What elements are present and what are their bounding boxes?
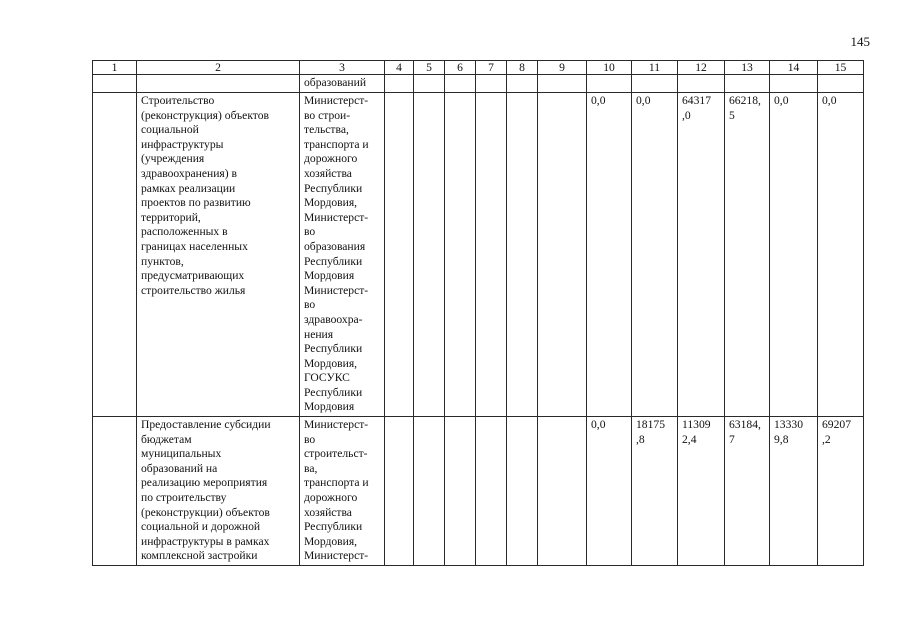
value-cell-col10: 0,0 [587,93,632,417]
value-cell-col14: 13330 9,8 [770,417,818,566]
cell-empty [678,75,725,93]
cell-empty [445,93,476,417]
cell-empty [770,75,818,93]
cell-empty [507,417,538,566]
column-header: 2 [137,61,300,75]
cell-empty [587,75,632,93]
column-header: 13 [725,61,770,75]
value-cell-col13: 66218, 5 [725,93,770,417]
cell-empty [137,75,300,93]
column-header: 14 [770,61,818,75]
cell-empty [507,93,538,417]
column-header: 8 [507,61,538,75]
budget-table [92,60,864,566]
value-cell-col13: 63184, 7 [725,417,770,566]
value-cell-col14: 0,0 [770,93,818,417]
column-header: 1 [93,61,137,75]
column-header: 6 [445,61,476,75]
table-row [93,93,864,417]
cell-empty [445,75,476,93]
value-cell-col10: 0,0 [587,417,632,566]
cell-empty [538,417,587,566]
cell-empty [725,75,770,93]
value-cell-col11: 0,0 [632,93,678,417]
continuation-row [93,75,864,93]
value-cell-col15: 69207 ,2 [818,417,864,566]
cell-empty [93,93,137,417]
cell-empty [538,93,587,417]
description-cell: Строительство (реконструкция) объектов социальной инфраструктуры (учреждения здравоохранения) в рамках реализации проектов по развитию территорий, расположенных в границах населенных пунктов, предусматривающих строительство жилья [137,93,300,417]
description-cell: Предоставление субсидии бюджетам муниципальных образований на реализацию мероприятия по строительству (реконструкции) объектов социальной и дорожной инфраструктуры в рамках комплексной застройки [137,417,300,566]
value-cell-col15: 0,0 [818,93,864,417]
cell-empty [414,75,445,93]
cell-empty [385,93,414,417]
column-header: 5 [414,61,445,75]
column-header: 7 [476,61,507,75]
cell-empty [93,75,137,93]
column-header: 11 [632,61,678,75]
cell-empty [445,417,476,566]
value-cell-col12: 64317 ,0 [678,93,725,417]
responsible-cell: Министерст- во строи- тельства, транспорта и дорожного хозяйства Республики Мордовия, Министерст- во образования Республики Мордовия Министерст- во здравоохра- нения Республики Мордовия, ГОСУКС Республики Мордовия [300,93,385,417]
cell-empty [818,75,864,93]
responsible-cell: образований [300,75,385,93]
column-header: 4 [385,61,414,75]
cell-empty [476,75,507,93]
cell-empty [476,417,507,566]
cell-empty [632,75,678,93]
value-cell-col12: 11309 2,4 [678,417,725,566]
page-number: 145 [850,34,870,49]
column-header: 15 [818,61,864,75]
cell-empty [507,75,538,93]
column-header: 9 [538,61,587,75]
column-header: 10 [587,61,632,75]
responsible-cell: Министерст- во строительст- ва, транспорта и дорожного хозяйства Республики Мордовия, Министерст- [300,417,385,566]
header-row [93,61,864,75]
cell-empty [385,417,414,566]
cell-empty [414,417,445,566]
cell-empty [476,93,507,417]
value-cell-col11: 18175 ,8 [632,417,678,566]
cell-empty [385,75,414,93]
column-header: 12 [678,61,725,75]
cell-empty [414,93,445,417]
cell-empty [538,75,587,93]
table-row [93,417,864,566]
cell-empty [93,417,137,566]
column-header: 3 [300,61,385,75]
